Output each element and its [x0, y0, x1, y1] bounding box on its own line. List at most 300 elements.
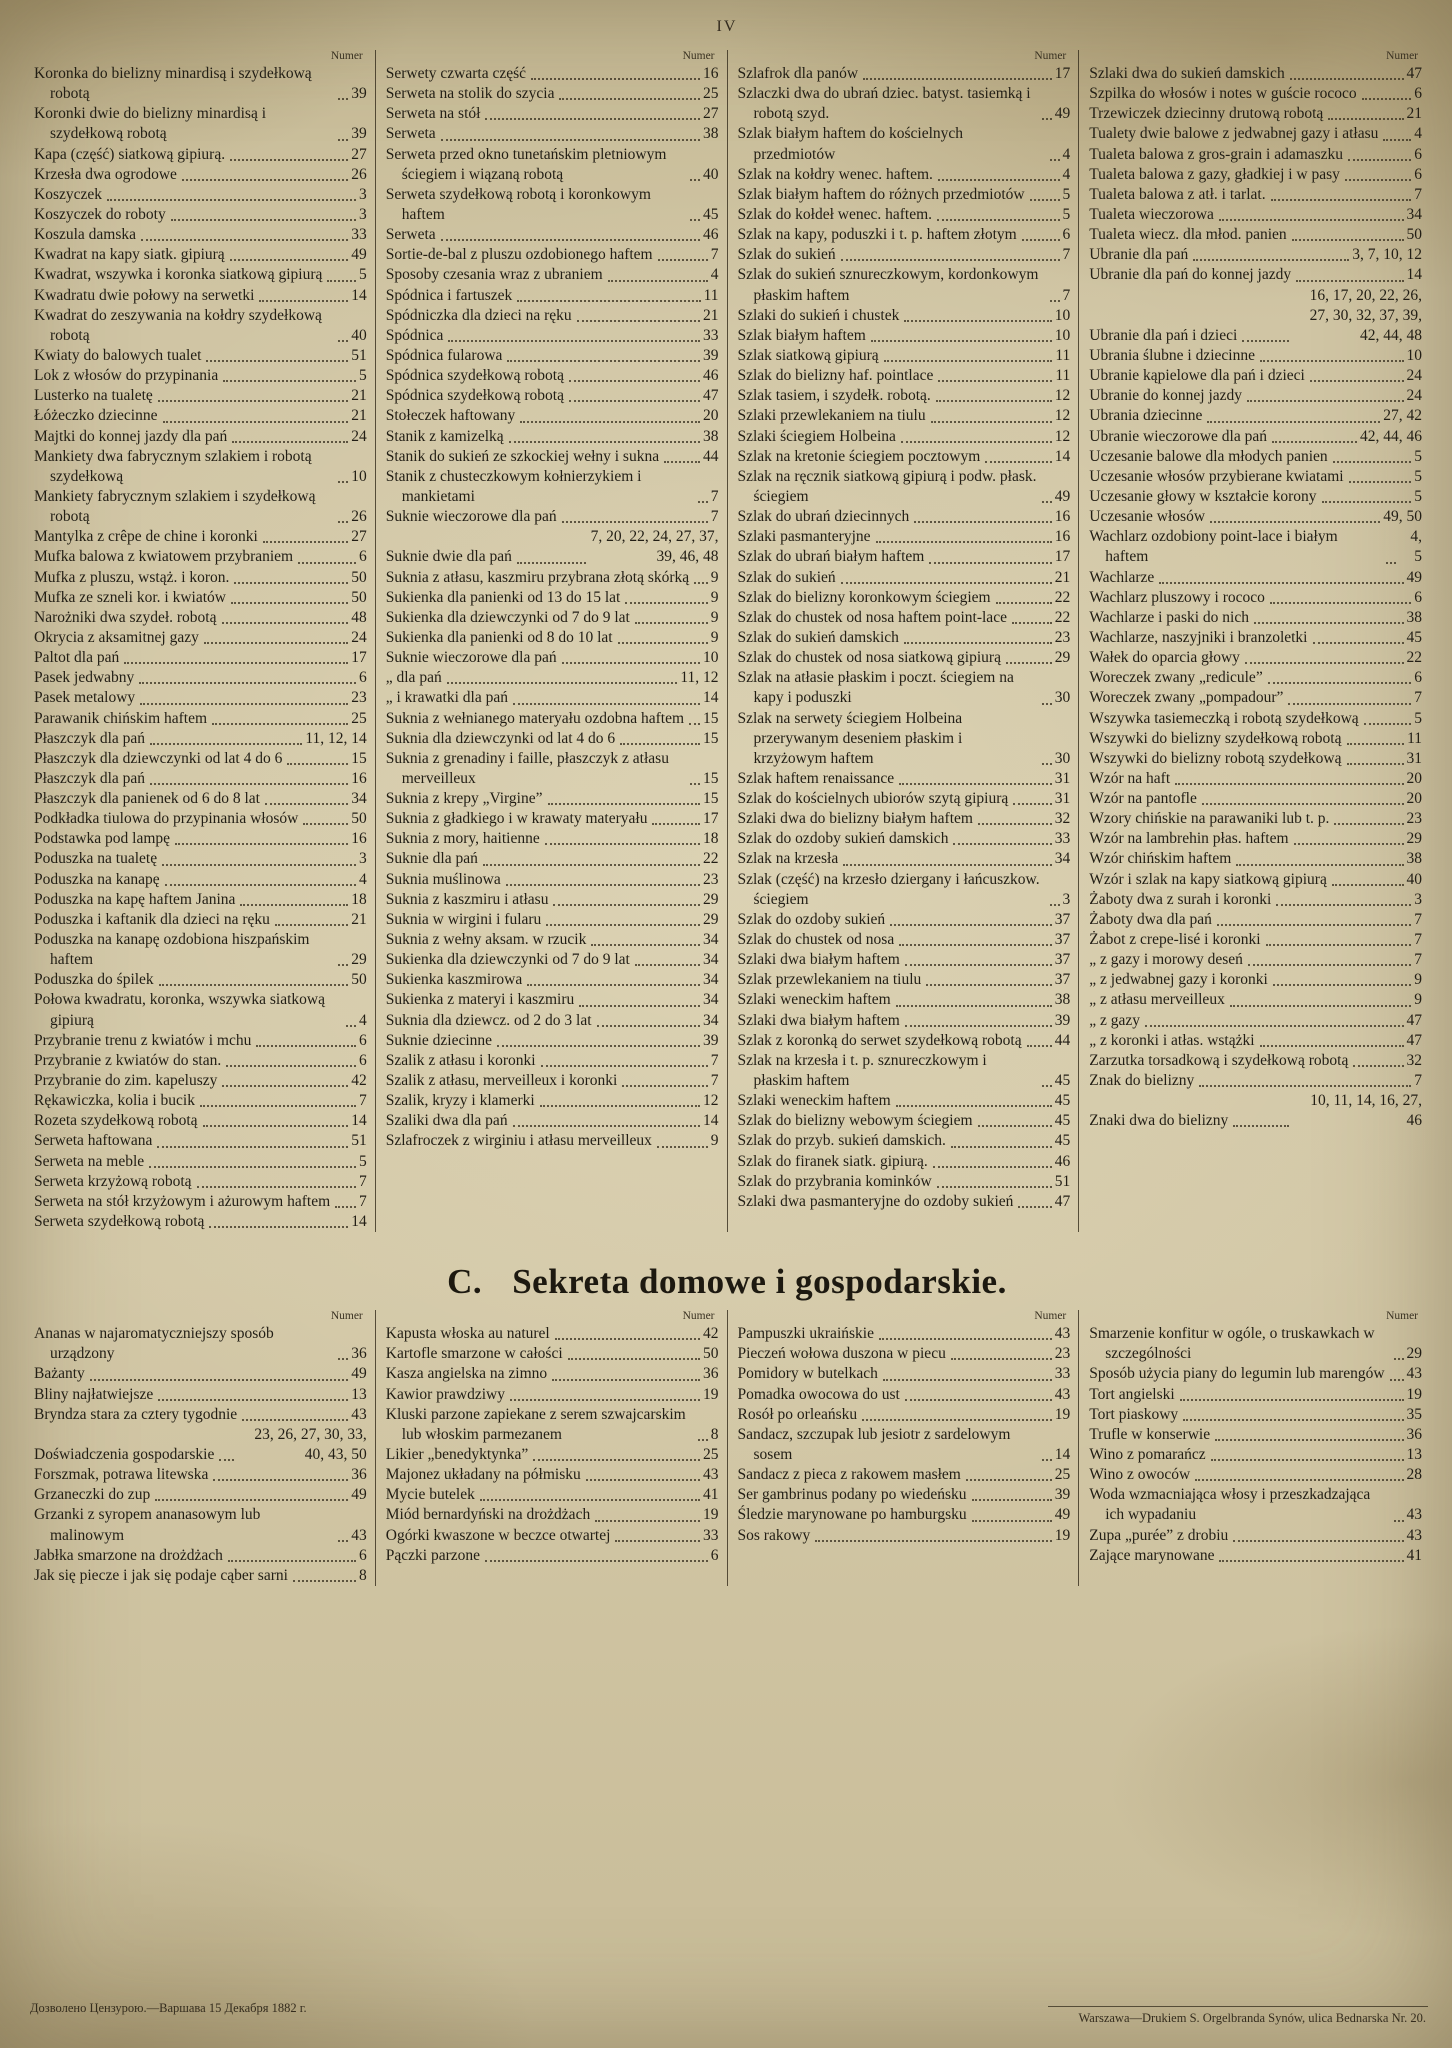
- entry-title: Bryndza stara za cztery tygodnie: [34, 1405, 238, 1423]
- dot-leader: [232, 441, 348, 443]
- entry-page-number: 10: [1054, 326, 1071, 344]
- index-entry: [1089, 225, 1422, 245]
- dot-leader: [1290, 78, 1404, 80]
- index-entry: [738, 427, 1071, 447]
- entry-title: Okrycia z aksamitnej gazy: [34, 628, 199, 646]
- entry-page-number: 27: [351, 528, 367, 546]
- entry-title: Serweta na meble: [34, 1152, 145, 1170]
- entry-page-number: 19: [1054, 1405, 1071, 1423]
- dot-leader: [843, 864, 1052, 866]
- dot-leader: [1211, 1459, 1404, 1461]
- entry-page-number: 46: [1054, 1152, 1071, 1170]
- dot-leader: [338, 1540, 348, 1542]
- entry-page-number: 4: [1414, 125, 1422, 143]
- entry-title: Wszywki do bielizny szydełkową robotą: [1089, 729, 1342, 747]
- entry-title: Sposoby czesania wraz z ubraniem: [385, 266, 603, 284]
- index-entry: [1089, 1011, 1422, 1031]
- dot-leader: [497, 1045, 700, 1047]
- dot-leader: [862, 1419, 1052, 1421]
- index-entry: [738, 527, 1071, 547]
- entry-page-number: 36: [703, 1365, 719, 1383]
- dot-leader: [256, 1045, 356, 1047]
- index-entry: [34, 769, 367, 789]
- entry-title: Trzewiczek dziecinny drutową robotą: [1089, 105, 1324, 123]
- dot-leader: [338, 964, 348, 966]
- index-entry: [738, 970, 1071, 990]
- entry-title: Szalik z atłasu i koronki: [385, 1051, 536, 1069]
- index-entry: [34, 829, 367, 849]
- dot-leader: [841, 582, 1052, 584]
- dot-leader: [182, 179, 348, 181]
- index-entry: [738, 1344, 1071, 1364]
- dot-leader: [150, 743, 302, 745]
- dot-leader: [1233, 1540, 1403, 1542]
- entry-title: „ dla pań: [385, 669, 442, 687]
- dot-leader: [107, 199, 356, 201]
- index-entry: [1089, 709, 1422, 729]
- entry-title: Szlak do ozdoby sukień: [737, 910, 886, 928]
- entry-title: Suknia z kaszmiru i atłasu: [385, 890, 549, 908]
- dot-leader: [231, 602, 348, 604]
- entry-page-number: 19: [703, 1385, 719, 1403]
- dot-leader: [579, 1005, 700, 1007]
- dot-leader: [635, 964, 700, 966]
- index-entry: [386, 447, 719, 467]
- index-entry: [34, 225, 367, 245]
- entry-page-number: 7: [1414, 689, 1422, 707]
- entry-title: Kwadrat, wszywka i koronka siatkową gipiurą: [34, 266, 323, 284]
- entry-page-number: 39: [351, 125, 367, 143]
- index-entry: [738, 366, 1071, 386]
- entry-page-number: 6: [359, 548, 367, 566]
- index-entry: [738, 1091, 1071, 1111]
- dot-leader: [338, 139, 348, 141]
- dot-leader: [1254, 622, 1404, 624]
- dot-leader: [879, 1338, 1052, 1340]
- printer-imprint: Warszawa—Drukiem S. Orgelbranda Synów, ulica Bednarska Nr. 20.: [1048, 2006, 1428, 2026]
- entry-title: Spódnica szydełkową robotą: [385, 367, 564, 385]
- numer-column-header: Numer: [682, 50, 715, 62]
- entry-page-number: 11, 12, 14: [305, 729, 367, 747]
- index-entry: [386, 265, 719, 285]
- index-entry: [34, 104, 367, 144]
- entry-title: Szlak do sukień damskich: [737, 628, 899, 646]
- dot-leader: [905, 1025, 1052, 1027]
- index-entry: [34, 64, 367, 104]
- dot-leader: [905, 964, 1052, 966]
- index-entry: [1089, 427, 1422, 447]
- index-entry: [34, 346, 367, 366]
- index-entry: [34, 487, 367, 527]
- entry-page-number: 38: [1406, 608, 1422, 626]
- index-column-2: [375, 50, 727, 1232]
- entry-title: Ubranie dla pań i dzieci: [1089, 326, 1238, 344]
- entry-page-number: 11, 12: [680, 669, 719, 687]
- index-entry: [386, 870, 719, 890]
- dot-leader: [635, 622, 708, 624]
- index-entry: [34, 1405, 367, 1425]
- entry-page-number: 9: [1414, 971, 1422, 989]
- index-entry: [738, 547, 1071, 567]
- entry-page-number: 44: [703, 447, 719, 465]
- entry-title: Ogórki kwaszone w beczce otwartej: [385, 1526, 611, 1544]
- page-number: IV: [716, 18, 738, 35]
- entry-page-number: 43: [1054, 1385, 1071, 1403]
- dot-leader: [1271, 199, 1412, 201]
- entry-title: Szlak z koronką do serwet szydełkową robotą: [737, 1031, 1022, 1049]
- entry-page-number: 7: [710, 487, 719, 505]
- dot-leader: [1334, 823, 1403, 825]
- entry-title: Koronka do bielizny minardisą i szydełkową robotą: [34, 65, 312, 103]
- entry-title: Serweta na stolik do szycia: [385, 85, 555, 103]
- index-entry: [1089, 769, 1422, 789]
- index-entry: [34, 185, 367, 205]
- entry-page-number: 42: [351, 1072, 367, 1090]
- entry-page-number: 16: [1054, 508, 1071, 526]
- entry-title: Suknie wieczorowe dla pań: [385, 508, 557, 526]
- entry-page-number: 24: [1406, 387, 1422, 405]
- entry-title: Wachlarz pluszowy i rococo: [1089, 588, 1265, 606]
- entry-page-number: 22: [1406, 649, 1422, 667]
- entry-page-number: 14: [351, 1213, 367, 1231]
- dot-leader: [904, 320, 1051, 322]
- entry-page-number: 33: [351, 226, 367, 244]
- entry-page-number: 7: [1414, 931, 1422, 949]
- entry-title: Płaszczyk dla pań: [34, 769, 146, 787]
- index-entry: [738, 64, 1071, 84]
- index-entry: [34, 1566, 367, 1586]
- index-bottom-section: [24, 1310, 1430, 1586]
- dot-leader: [223, 380, 356, 382]
- dot-leader: [1210, 521, 1380, 523]
- entry-title: Suknie dwie dla pań: [385, 548, 512, 566]
- entry-title: Szlaki dwa pasmanteryjne do ozdoby sukień: [737, 1192, 1014, 1210]
- dot-leader: [1042, 501, 1052, 503]
- entry-page-number: 13: [351, 1385, 367, 1403]
- index-entry: [1089, 749, 1422, 769]
- dot-leader: [664, 461, 700, 463]
- entry-page-number: 31: [1054, 769, 1071, 787]
- dot-leader: [904, 642, 1052, 644]
- index-entry: [738, 930, 1071, 950]
- dot-leader: [555, 1338, 700, 1340]
- entry-title: Sukienka kaszmirowa: [385, 971, 523, 989]
- index-entry: [34, 990, 367, 1030]
- section-c-title: Sekreta domowe i gospodarskie.: [512, 1262, 1007, 1302]
- entry-page-number: 17: [351, 649, 367, 667]
- index-entry: [34, 447, 367, 487]
- dot-leader: [562, 521, 708, 523]
- entry-page-number: 20: [1406, 790, 1422, 808]
- entry-page-number: 39: [351, 85, 367, 103]
- entry-title: Szlaki weneckim haftem: [737, 1092, 891, 1110]
- entry-title: Zarzutka torsadkową i szydełkową robotą: [1089, 1051, 1349, 1069]
- section-c-heading: [24, 1262, 1430, 1302]
- dot-leader: [899, 783, 1052, 785]
- dot-leader: [1322, 501, 1412, 503]
- entry-title: Szlafrok dla panów: [737, 65, 859, 82]
- entry-title: Pomidory w butelkach: [737, 1365, 878, 1383]
- index-entry: [34, 890, 367, 910]
- index-entry: [34, 1546, 367, 1566]
- entry-page-number: 23: [703, 870, 719, 888]
- dot-leader: [287, 763, 348, 765]
- entry-title: Szlak do przybrania kominków: [737, 1172, 932, 1190]
- entry-page-number: 25: [703, 1446, 719, 1463]
- index-entry: [1089, 1425, 1422, 1445]
- entry-page-number: 20: [1406, 769, 1422, 787]
- entry-title: Szlak na serwety ściegiem Holbeina przerywanym deseniem płaskim i krzyżowym haftem: [737, 709, 963, 767]
- dot-leader: [171, 219, 356, 221]
- dot-leader: [899, 944, 1052, 946]
- index-entry: [386, 709, 719, 729]
- entry-page-number: 10, 11, 14, 16, 27, 46: [1310, 1092, 1422, 1130]
- entry-page-number: 6: [359, 1031, 367, 1049]
- entry-title: Mufka z pluszu, wstąż. i koron.: [34, 568, 230, 586]
- dot-leader: [124, 662, 348, 664]
- dot-leader: [513, 703, 700, 705]
- entry-title: Suknia z wełny aksam. w rzucik: [385, 931, 587, 949]
- dot-leader: [937, 1186, 1052, 1188]
- entry-page-number: 6: [1414, 85, 1422, 103]
- dot-leader: [938, 179, 1060, 181]
- dot-leader: [545, 843, 700, 845]
- entry-title: Spódnica i fartuszek: [385, 286, 513, 304]
- dot-leader: [212, 723, 348, 725]
- dot-leader: [1027, 1045, 1052, 1047]
- entry-title: „ z atłasu merveilleux: [1089, 991, 1225, 1009]
- dot-leader: [204, 642, 348, 644]
- entry-title: Szlak na ręcznik siatkową gipiurą i podw. płask. ściegiem: [737, 467, 1037, 505]
- entry-page-number: 45: [1054, 1132, 1071, 1150]
- entry-page-number: 6: [1414, 145, 1422, 163]
- entry-page-number: 14: [703, 689, 719, 707]
- dot-leader: [1006, 662, 1052, 664]
- dot-leader: [953, 843, 1051, 845]
- index-entry: [1089, 688, 1422, 708]
- entry-page-number: 20: [703, 407, 719, 425]
- dot-leader: [175, 843, 348, 845]
- index-entry: [738, 447, 1071, 467]
- dot-leader: [517, 562, 586, 564]
- entry-title: Płaszczyk dla panienek od 6 do 8 lat: [34, 790, 260, 808]
- entry-page-number: 47: [1406, 1011, 1422, 1029]
- entry-title: Szlak na krzesła i t. p. sznureczkowym i płaskim haftem: [737, 1051, 987, 1090]
- index-entry: [1089, 265, 1422, 285]
- index-entry: [34, 789, 367, 809]
- entry-page-number: 7, 20, 22, 24, 27, 37, 39, 46, 48: [590, 528, 719, 566]
- entry-page-number: 51: [351, 1132, 367, 1150]
- index-entry: [386, 568, 719, 588]
- entry-page-number: 10: [351, 467, 367, 485]
- entry-title: Przybranie do zim. kapeluszy: [34, 1072, 218, 1090]
- entry-title: Serwety czwarta część: [385, 65, 527, 82]
- dot-leader: [157, 1146, 348, 1148]
- entry-page-number: 34: [703, 971, 719, 989]
- entry-title: Szalik z atłasu, merveilleux i koronki: [385, 1072, 618, 1090]
- entry-title: „ i krawatki dla pań: [385, 689, 508, 707]
- index-entry: [34, 648, 367, 668]
- index-entry: [1089, 185, 1422, 205]
- dot-leader: [1362, 98, 1412, 100]
- index-column-3: [727, 1310, 1079, 1586]
- dot-leader: [1386, 562, 1396, 564]
- index-entry: [1089, 1091, 1422, 1131]
- entry-title: Szlak na kapy, poduszki i t. p. haftem złotym: [737, 226, 1017, 244]
- dot-leader: [1347, 743, 1405, 745]
- entry-page-number: 14: [351, 286, 367, 304]
- entry-title: Sukienka dla panienki od 13 do 15 lat: [385, 588, 621, 606]
- entry-title: Płaszczyk dla dziewczynki od lat 4 do 6: [34, 749, 283, 767]
- entry-title: Grzaneczki do zup: [34, 1486, 151, 1504]
- entry-title: Szlak do chustek od nosa siatkową gipiurą: [737, 649, 1001, 667]
- entry-page-number: 9: [710, 608, 719, 626]
- dot-leader: [586, 1479, 700, 1481]
- index-entry: [386, 507, 719, 527]
- entry-title: Spódnica szydełkową robotą: [385, 387, 564, 405]
- dot-leader: [562, 662, 700, 664]
- entry-page-number: 47: [703, 387, 719, 405]
- dot-leader: [1296, 280, 1403, 282]
- entry-page-number: 21: [351, 407, 367, 425]
- index-entry: [34, 1425, 367, 1465]
- entry-title: Sukienka dla dziewczynki od 7 do 9 lat: [385, 951, 630, 969]
- entry-title: Kasza angielska na zimno: [385, 1365, 548, 1383]
- index-entry: [738, 769, 1071, 789]
- entry-page-number: 21: [351, 910, 367, 928]
- entry-title: Szlak do sukień: [737, 568, 836, 586]
- entry-title: Serweta szydełkową robotą i koronkowym haftem: [385, 185, 651, 223]
- entry-title: Szlak (część) na krzesło dziergany i łańcuszkow. ściegiem: [737, 870, 1040, 908]
- entry-title: Wszywki do bielizny robotą szydełkową: [1089, 749, 1342, 767]
- entry-title: Szlak do kościelnych ubiorów szytą gipiurą: [737, 790, 1009, 808]
- dot-leader: [338, 98, 348, 100]
- entry-title: „ z koronki i atłas. wstążki: [1089, 1031, 1255, 1049]
- dot-leader: [552, 1379, 700, 1381]
- entry-page-number: 16: [703, 65, 719, 82]
- entry-page-number: 49: [1054, 105, 1071, 123]
- entry-page-number: 24: [351, 628, 367, 646]
- entry-page-number: 13: [1406, 1446, 1422, 1463]
- entry-page-number: 43: [1054, 1325, 1071, 1343]
- entry-page-number: 37: [1054, 931, 1071, 949]
- index-entry: [1089, 84, 1422, 104]
- dot-leader: [346, 1025, 356, 1027]
- dot-leader: [658, 259, 708, 261]
- dot-leader: [222, 1085, 348, 1087]
- dot-leader: [1012, 622, 1052, 624]
- dot-leader: [541, 1065, 708, 1067]
- entry-title: Suknia muślinowa: [385, 870, 501, 888]
- entry-title: Suknia z gładkiego i w krawaty materyału: [385, 810, 648, 828]
- dot-leader: [689, 723, 700, 725]
- index-entry: [386, 1445, 719, 1465]
- entry-title: Tort angielski: [1089, 1385, 1175, 1403]
- entry-title: Poduszka na kanapę: [34, 870, 160, 888]
- dot-leader: [1273, 984, 1411, 986]
- entry-page-number: 5: [1414, 467, 1422, 485]
- dot-leader: [1260, 1045, 1404, 1047]
- index-entry: [1089, 1071, 1422, 1091]
- entry-title: Smarzenie konfitur w ogóle, o truskawkach w szczególności: [1089, 1325, 1375, 1363]
- index-entry: [34, 849, 367, 869]
- dot-leader: [149, 1166, 356, 1168]
- dot-leader: [914, 521, 1052, 523]
- entry-title: Szlak na kołdry wenec. haftem.: [737, 165, 933, 183]
- dot-leader: [158, 400, 348, 402]
- entry-page-number: 26: [351, 508, 367, 526]
- entry-page-number: 12: [1054, 427, 1071, 445]
- entry-page-number: 25: [351, 709, 367, 727]
- entry-title: Serweta przed okno tunetańskim pletniowym ściegiem i wiązaną robotą: [385, 145, 667, 183]
- entry-page-number: 8: [710, 1425, 719, 1443]
- index-entry: [1089, 124, 1422, 144]
- index-entry: [34, 870, 367, 890]
- index-entry: [386, 849, 719, 869]
- dot-leader: [569, 380, 700, 382]
- index-entry: [34, 265, 367, 285]
- entry-title: Szlak siatkową gipiurą: [737, 346, 879, 364]
- entry-title: Lok z włosów do przypinania: [34, 367, 219, 385]
- entry-page-number: 6: [1062, 226, 1071, 244]
- index-entry: [1089, 386, 1422, 406]
- index-entry: [386, 346, 719, 366]
- dot-leader: [1145, 1025, 1403, 1027]
- index-entry: [738, 185, 1071, 205]
- index-entry: [738, 306, 1071, 326]
- dot-leader: [1394, 1358, 1404, 1360]
- entry-page-number: 10: [1054, 306, 1071, 324]
- entry-page-number: 40: [703, 165, 719, 183]
- entry-page-number: 14: [351, 1112, 367, 1130]
- index-entry: [738, 467, 1071, 507]
- index-entry: [1089, 789, 1422, 809]
- dot-leader: [303, 823, 348, 825]
- dot-leader: [1364, 723, 1412, 725]
- entry-page-number: 33: [1054, 1365, 1071, 1383]
- dot-leader: [1013, 803, 1051, 805]
- index-entry: [386, 1011, 719, 1031]
- index-entry: [34, 245, 367, 265]
- entry-title: Szlaki ściegiem Holbeina: [737, 427, 896, 445]
- dot-leader: [936, 400, 1052, 402]
- dot-leader: [485, 118, 700, 120]
- entry-title: Żaboty dwa dla pań: [1089, 910, 1212, 928]
- dot-leader: [1247, 400, 1403, 402]
- dot-leader: [883, 1379, 1052, 1381]
- dot-leader: [197, 1186, 356, 1188]
- entry-page-number: 19: [1054, 1526, 1071, 1544]
- dot-leader: [1333, 461, 1412, 463]
- entry-page-number: 38: [703, 125, 719, 143]
- entry-title: Grzanki z syropem ananasowym lub malinowym: [34, 1506, 261, 1544]
- dot-leader: [228, 1560, 356, 1562]
- entry-page-number: 6: [710, 1546, 719, 1564]
- dot-leader: [1042, 118, 1052, 120]
- index-entry: [34, 286, 367, 306]
- dot-leader: [222, 622, 349, 624]
- dot-leader: [141, 239, 348, 241]
- index-entry: [34, 568, 367, 588]
- dot-leader: [841, 259, 1060, 261]
- entry-page-number: 5: [1062, 185, 1071, 203]
- index-entry: [738, 1405, 1071, 1425]
- dot-leader: [1394, 1520, 1404, 1522]
- entry-title: Pieczeń wołowa duszona w piecu: [737, 1345, 946, 1363]
- index-entry: [34, 910, 367, 930]
- index-entry: [1089, 648, 1422, 668]
- index-column-4: [1078, 1310, 1430, 1586]
